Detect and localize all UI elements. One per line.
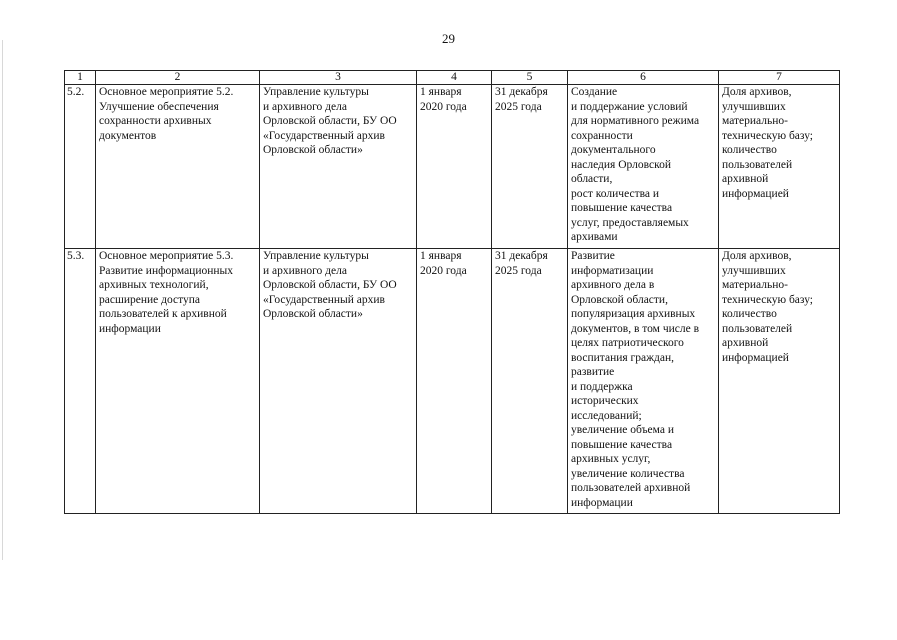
end-date: 31 декабря 2025 года xyxy=(492,249,568,514)
indicators: Доля архивов, улучшивших материально- техническую базу; количество пользователей архивной информацией xyxy=(719,85,840,249)
event-name: Основное мероприятие 5.3. Развитие информационных архивных технологий, расширение доступа пользователей к архивной информации xyxy=(96,249,260,514)
header-cell-4: 4 xyxy=(417,71,492,85)
row-number: 5.2. xyxy=(65,85,96,249)
scan-edge-mark xyxy=(2,40,3,560)
header-cell-2: 2 xyxy=(96,71,260,85)
header-row xyxy=(65,71,840,85)
start-date: 1 января 2020 года xyxy=(417,249,492,514)
header-cell-1: 1 xyxy=(65,71,96,85)
header-cell-6: 6 xyxy=(568,71,719,85)
page-number: 29 xyxy=(442,31,455,46)
header-cell-5: 5 xyxy=(492,71,568,85)
indicators: Доля архивов, улучшивших материально- техническую базу; количество пользователей архивной информацией xyxy=(719,249,840,514)
row-number: 5.3. xyxy=(65,249,96,514)
executor: Управление культуры и архивного дела Орловской области, БУ ОО «Государственный архив Орловской области» xyxy=(260,249,417,514)
end-date: 31 декабря 2025 года xyxy=(492,85,568,249)
header-cell-7: 7 xyxy=(719,71,840,85)
expected-result: Создание и поддержание условий для нормативного режима сохранности документального наследия Орловской области, рост количества и повышение качества услуг, предоставляемых архивами xyxy=(568,85,719,249)
header-cell-3: 3 xyxy=(260,71,417,85)
expected-result: Развитие информатизации архивного дела в Орловской области, популяризация архивных документов, в том числе в целях патриотического воспитания граждан, развитие и поддержка исторических исследований; увеличение объема и повышение качества архивных услуг, увеличение количества пользователей архивной информации xyxy=(568,249,719,514)
table-row xyxy=(65,85,840,249)
table-row xyxy=(65,249,840,514)
event-name: Основное мероприятие 5.2. Улучшение обеспечения сохранности архивных документов xyxy=(96,85,260,249)
executor: Управление культуры и архивного дела Орловской области, БУ ОО «Государственный архив Орловской области» xyxy=(260,85,417,249)
start-date: 1 января 2020 года xyxy=(417,85,492,249)
events-table xyxy=(64,70,840,514)
